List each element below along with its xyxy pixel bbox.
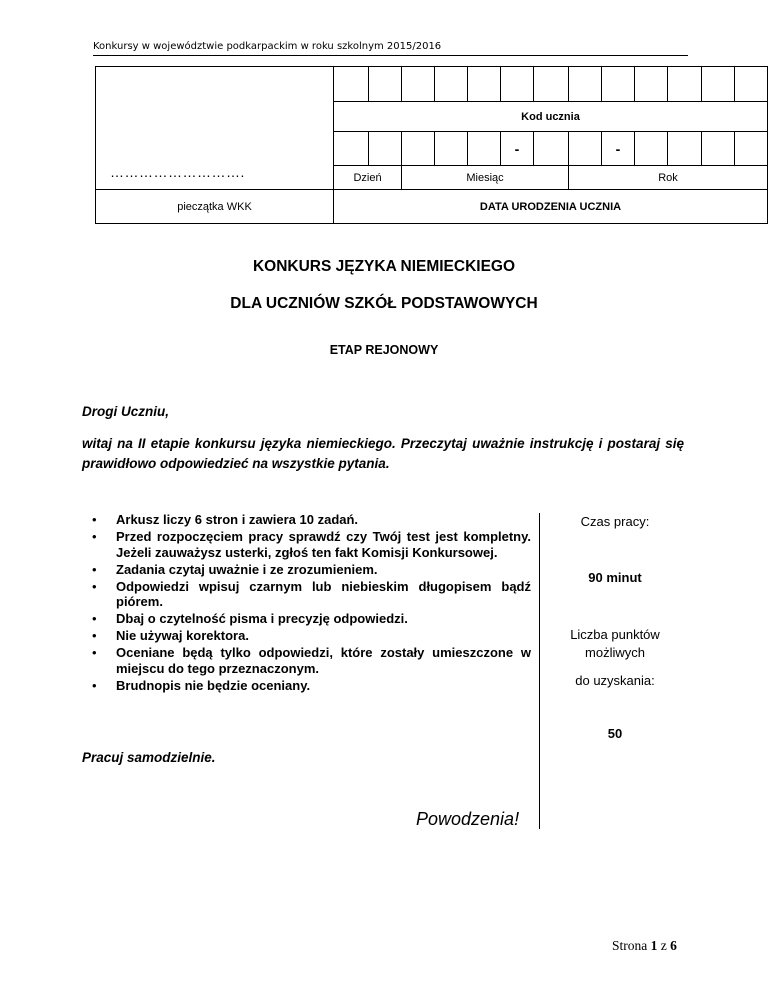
bullet-icon: •	[92, 512, 97, 527]
intro-text: witaj na II etapie konkursu języka niemieckiego. Przeczytaj uważnie instrukcję i postaraj się prawidłowo odpowiedzieć na wszystkie pytania.	[82, 436, 684, 471]
student-code-label: Kod ucznia	[334, 102, 768, 132]
day-label: Dzień	[334, 166, 402, 190]
good-luck: Powodzenia!	[416, 809, 520, 829]
work-alone-note: Pracuj samodzielnie.	[82, 750, 216, 765]
year-cell[interactable]	[702, 132, 735, 166]
code-cell[interactable]	[735, 67, 768, 102]
bullet-icon: •	[92, 611, 97, 626]
header-rule	[93, 55, 688, 56]
points-value: 50	[607, 726, 623, 741]
list-item: • Brudnopis nie będzie oceniany.	[92, 677, 311, 693]
month-label: Miesiąc	[402, 166, 569, 190]
code-cell[interactable]	[435, 67, 468, 102]
code-cell[interactable]	[635, 67, 668, 102]
time-label: Czas pracy:	[580, 514, 650, 529]
month-cell[interactable]	[468, 132, 501, 166]
code-cell[interactable]	[534, 67, 569, 102]
document-header: Konkursy w województwie podkarpackim w roku szkolnym 2015/2016	[93, 41, 442, 52]
code-cell[interactable]	[501, 67, 534, 102]
page-number: Strona 1 z 6	[612, 938, 677, 953]
year-cell[interactable]	[735, 132, 768, 166]
birthdate-label: DATA URODZENIA UCZNIA	[334, 190, 768, 224]
stamp-label: pieczątka WKK	[96, 190, 334, 224]
bullet-icon: •	[92, 677, 97, 693]
year-label: Rok	[569, 166, 768, 190]
bullet-icon: •	[92, 645, 97, 660]
contest-title: KONKURS JĘZYKA NIEMIECKIEGO	[252, 258, 516, 275]
code-cell[interactable]	[402, 67, 435, 102]
code-cell[interactable]	[702, 67, 735, 102]
points-label-line2: możliwych	[585, 645, 645, 660]
bullet-icon: •	[92, 529, 97, 544]
separator-cell	[402, 132, 435, 166]
day-cell[interactable]	[334, 132, 369, 166]
contest-subtitle: DLA UCZNIÓW SZKÓŁ PODSTAWOWYCH	[230, 295, 538, 312]
list-item: • Zadania czytaj uważnie i ze zrozumieniem.	[92, 561, 378, 577]
code-cell[interactable]	[334, 67, 369, 102]
code-cell[interactable]	[569, 67, 602, 102]
month-cell[interactable]	[435, 132, 468, 166]
date-dash: -	[501, 132, 534, 166]
bullet-icon: •	[92, 561, 97, 577]
stamp-dotted-line: ……………………….	[110, 164, 245, 180]
list-item: • Nie używaj korektora.	[92, 628, 249, 643]
list-item: • Oceniane będą tylko odpowiedzi, które zostały umieszczone w miejscu do tego przeznaczonym.	[92, 645, 531, 676]
contest-stage: ETAP REJONOWY	[329, 343, 439, 357]
year-cell[interactable]	[534, 132, 569, 166]
rules-list	[88, 512, 531, 695]
list-item: • Przed rozpoczęciem pracy sprawdź czy Twój test jest kompletny. Jeżeli zauważysz usterki, zgłoś ten fakt Komisji Konkursowej.	[92, 529, 531, 560]
year-cell[interactable]	[635, 132, 668, 166]
bullet-icon: •	[92, 578, 97, 594]
bullet-icon: •	[92, 628, 97, 643]
points-label-line3: do uzyskania:	[575, 673, 655, 688]
code-cell[interactable]	[369, 67, 402, 102]
column-divider	[539, 513, 540, 829]
student-id-form	[95, 66, 768, 224]
code-cell[interactable]	[668, 67, 702, 102]
date-dash: -	[602, 132, 635, 166]
points-label-line1: Liczba punktów	[570, 627, 660, 642]
list-item: • Odpowiedzi wpisuj czarnym lub niebieskim długopisem bądź piórem.	[92, 578, 531, 609]
code-cell[interactable]	[468, 67, 501, 102]
time-value: 90 minut	[588, 570, 642, 585]
year-cell[interactable]	[569, 132, 602, 166]
code-cell[interactable]	[602, 67, 635, 102]
day-cell[interactable]	[369, 132, 402, 166]
year-cell[interactable]	[668, 132, 702, 166]
list-item: • Dbaj o czytelność pisma i precyzję odpowiedzi.	[92, 611, 408, 626]
list-item: • Arkusz liczy 6 stron i zawiera 10 zadań.	[92, 512, 359, 527]
greeting: Drogi Uczniu,	[82, 404, 169, 419]
